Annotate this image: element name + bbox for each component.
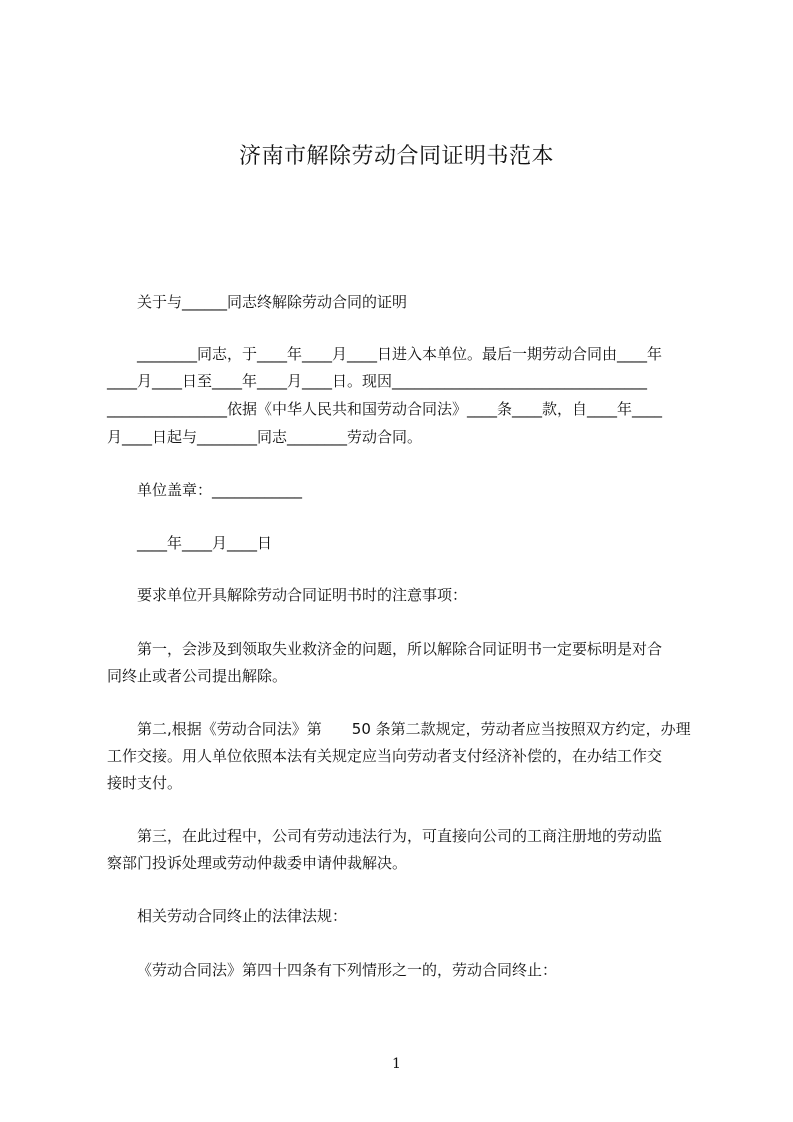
- notice-1-line-1: 第一，会涉及到领取失业救济金的问题，所以解除合同证明书一定要标明是对合: [137, 640, 663, 658]
- notice-2-line-2: 工作交接。用人单位依照本法有关规定应当向劳动者支付经济补偿的，在办结工作交: [107, 747, 663, 765]
- notice-3-line-1: 第三，在此过程中，公司有劳动违法行为，可直接向公司的工商注册地的劳动监: [137, 827, 663, 845]
- notice-heading: 要求单位开具解除劳动合同证明书时的注意事项：: [137, 586, 468, 604]
- body-line-1: ________同志，于____年____月____日进入本单位。最后一期劳动合同由____年: [137, 345, 663, 363]
- body-line-2: ____月____日至____年____月____日。现因__________________________________: [107, 372, 648, 390]
- date-line: ____年____月____日: [137, 534, 273, 552]
- notice-3-line-2: 察部门投诉处理或劳动仲裁委申请仲裁解决。: [107, 854, 408, 872]
- document-title: 济南市解除劳动合同证明书范本: [238, 144, 554, 169]
- subtitle-line: 关于与______同志终解除劳动合同的证明: [137, 293, 408, 311]
- body-line-3: ________________依据《中华人民共和国劳动合同法》____条____款，自____年____: [107, 400, 663, 418]
- notice-2-line-1: 第二,根据《劳动合同法》第 50 条第二款规定，劳动者应当按照双方约定，办理: [137, 720, 691, 738]
- law-line: 《劳动合同法》第四十四条有下列情形之一的，劳动合同终止：: [137, 961, 558, 979]
- notice-1-line-2: 同终止或者公司提出解除。: [107, 667, 288, 685]
- body-line-4: 月____日起与________同志________劳动合同。: [107, 428, 423, 446]
- page-number: 1: [392, 1056, 401, 1072]
- notice-2-line-3: 接时支付。: [107, 774, 183, 792]
- law-heading: 相关劳动合同终止的法律法规：: [137, 907, 348, 925]
- seal-line: 单位盖章：____________: [137, 481, 303, 499]
